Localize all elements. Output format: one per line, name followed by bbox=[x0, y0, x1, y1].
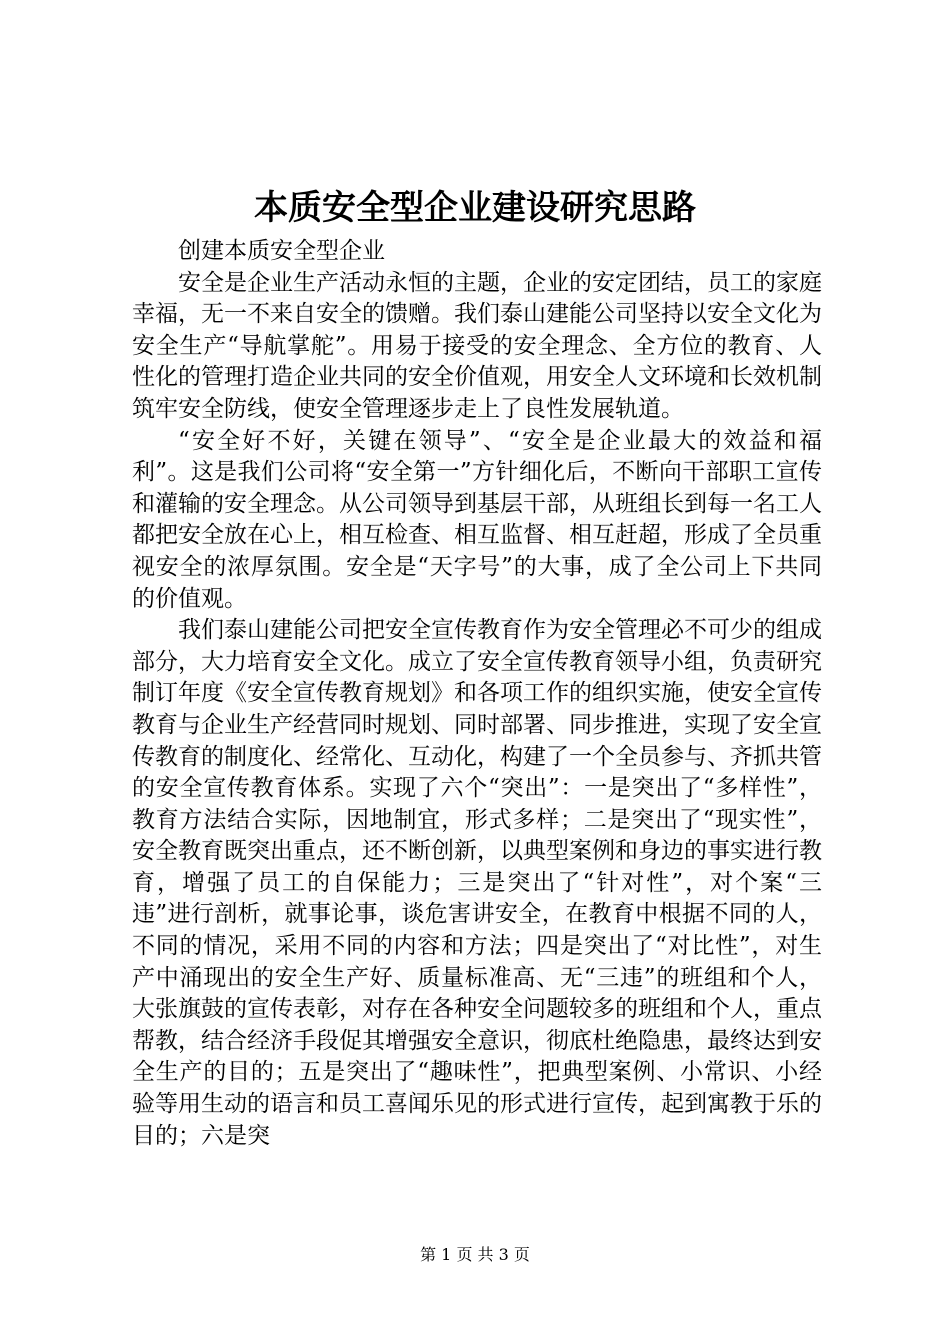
paragraph-3: 我们泰山建能公司把安全宣传教育作为安全管理必不可少的组成部分，大力培育安全文化。成立了安全宣传教育领导小组，负责研究制订年度《安全宣传教育规划》和各项工作的组织实施，使安全宣传教育与企业生产经营同时规划、同时部署、同步推进，实现了安全宣传教育的制度化、经常化、互动化，构建了一个全员参与、齐抓共管的安全宣传教育体系。实现了六个“突出”：一是突出了“多样性”，教育方法结合实际，因地制宜，形式多样；二是突出了“现实性”，安全教育既突出重点，还不断创新，以典型案例和身边的事实进行教育，增强了员工的自保能力；三是突出了“针对性”，对个案“三违”进行剖析，就事论事，谈危害讲安全，在教育中根据不同的人，不同的情况，采用不同的内容和方法；四是突出了“对比性”，对生产中涌现出的安全生产好、质量标准高、无“三违”的班组和个人，大张旗鼓的宣传表彰，对存在各种安全问题较多的班组和个人，重点帮教，结合经济手段促其增强安全意识，彻底杜绝隐患，最终达到安全生产的目的；五是突出了“趣味性”，把典型案例、小常识、小经验等用生动的语言和员工喜闻乐见的形式进行宣传，起到寓教于乐的目的；六是突 bbox=[132, 617, 822, 1149]
document-body bbox=[132, 236, 822, 1152]
paragraph-2: “安全好不好，关键在领导”、“安全是企业最大的效益和福利”。这是我们公司将“安全第一”方针细化后，不断向干部职工宣传和灌输的安全理念。从公司领导到基层干部，从班组长到每一名工人都把安全放在心上，相互检查、相互监督、相互赶超，形成了全员重视安全的浓厚氛围。安全是“天字号”的大事，成了全公司上下共同的价值观。 bbox=[132, 427, 822, 612]
document-subtitle: 创建本质安全型企业 bbox=[178, 238, 385, 264]
page-footer: 第 1 页 共 3 页 bbox=[420, 1245, 530, 1264]
paragraph-1: 安全是企业生产活动永恒的主题，企业的安定团结，员工的家庭幸福，无一不来自安全的馈赠。我们泰山建能公司坚持以安全文化为安全生产“导航掌舵”。用易于接受的安全理念、全方位的教育、人性化的管理打造企业共同的安全价值观，用安全人文环境和长效机制筑牢安全防线，使安全管理逐步走上了良性发展轨道。 bbox=[132, 269, 822, 422]
document-title: 本质安全型企业建设研究思路 bbox=[254, 188, 696, 228]
